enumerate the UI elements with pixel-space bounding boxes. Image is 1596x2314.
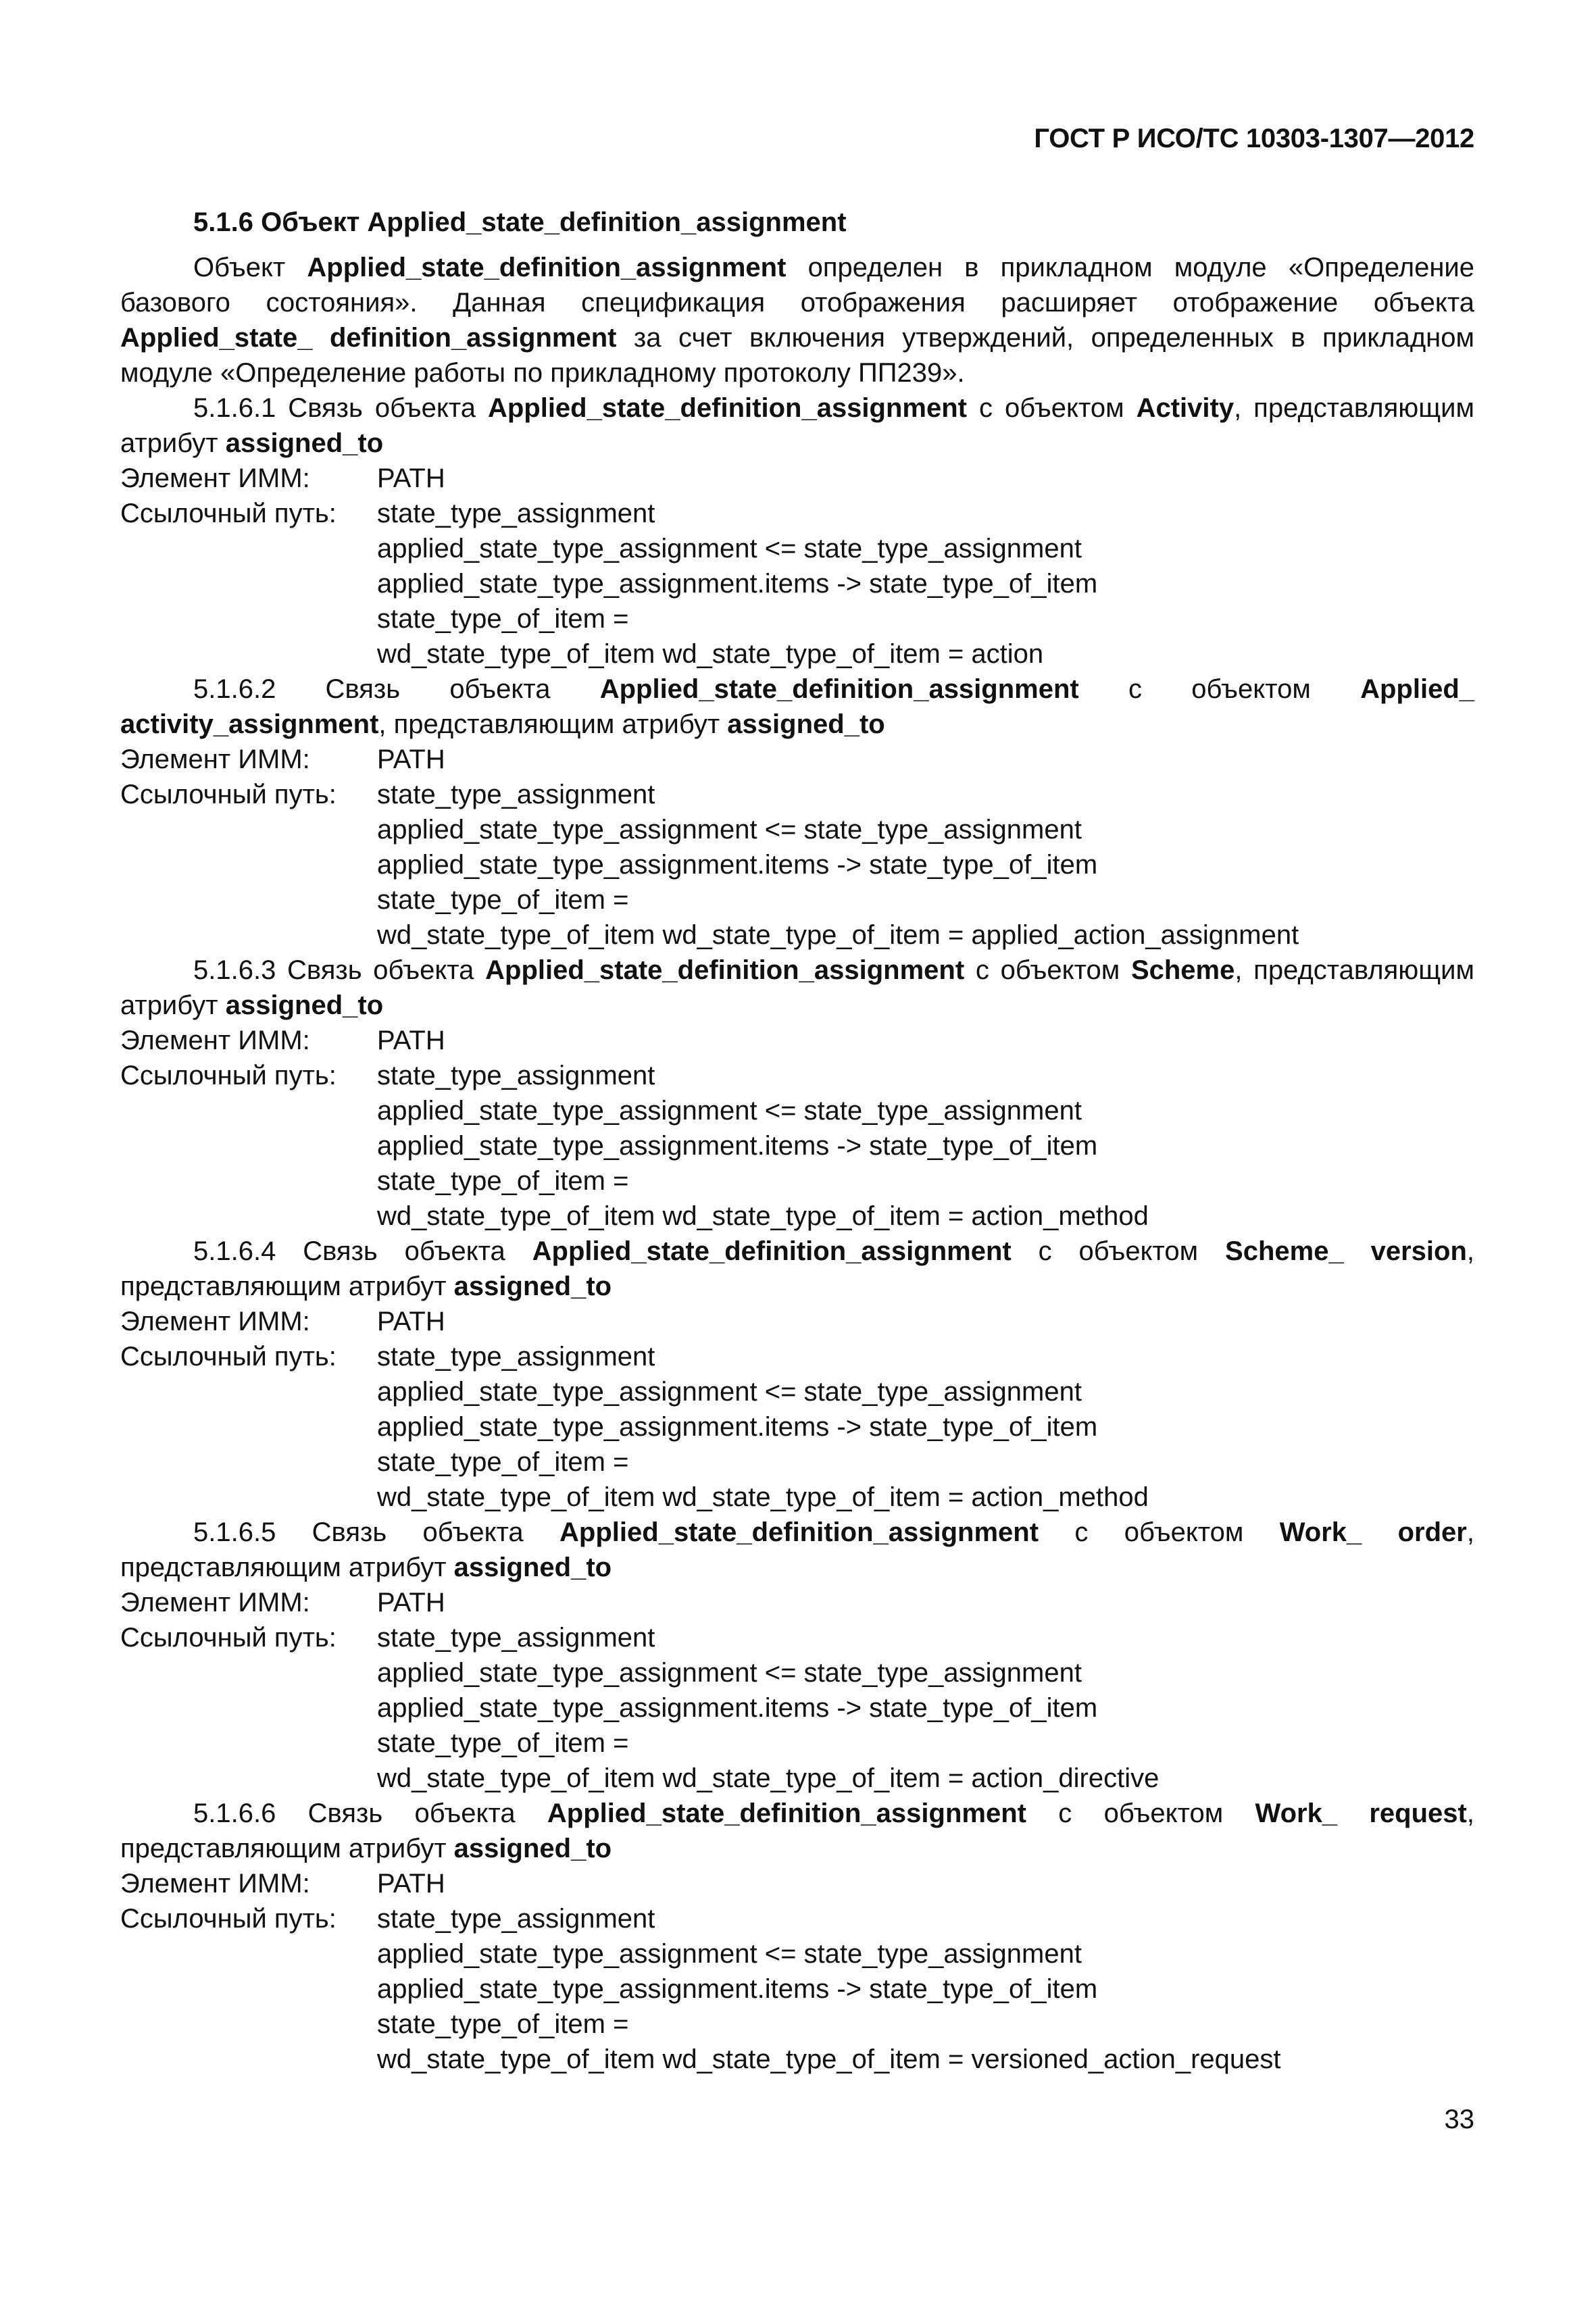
bold-term: assigned_to [225, 428, 384, 458]
text-run: с объектом [964, 955, 1131, 985]
reference-path-line: wd_state_type_of_item wd_state_type_of_item = action_directive [377, 1763, 1159, 1793]
bold-term: Applied_ activity_assignment [120, 674, 1474, 739]
reference-path-lines [377, 1620, 1159, 1796]
text-run: 5.1.6.4 Связь объекта [193, 1236, 532, 1266]
reference-path-line: applied_state_type_assignment.items -> state_type_of_item [377, 1131, 1098, 1161]
reference-path-lines [377, 496, 1097, 672]
section-intro [120, 250, 1474, 391]
reference-path-line: state_type_assignment [377, 780, 655, 809]
text-run: за счет включения утверждений, определенных в прикладном модуле «Определение работы по прикладному протоколу ПП239». [120, 323, 1474, 388]
element-value: PATH [377, 1588, 445, 1617]
reference-path-line: applied_state_type_assignment <= state_type_assignment [377, 1096, 1082, 1126]
reference-path-row [120, 1901, 1474, 2077]
text-run: с объектом [1078, 674, 1361, 704]
reference-path-label: Ссылочный путь: [120, 1904, 336, 1934]
bold-term: assigned_to [453, 1553, 612, 1582]
subsection-heading [120, 672, 1474, 742]
document-header: ГОСТ Р ИСО/ТС 10303-1307—2012 [1034, 124, 1474, 153]
subsection-heading [120, 953, 1474, 1023]
bold-term: Applied_state_definition_assignment [559, 1517, 1039, 1547]
text-run: Объект [193, 253, 307, 282]
element-row [120, 1866, 1474, 1901]
element-value: PATH [377, 463, 445, 493]
text-run: , представляющим атрибут [120, 1799, 1474, 1863]
bold-term: Applied_state_ definition_assignment [120, 323, 617, 353]
reference-path-line: applied_state_type_assignment <= state_type_assignment [377, 534, 1082, 563]
subsection [120, 953, 1474, 1234]
reference-path-line: wd_state_type_of_item wd_state_type_of_item = action_method [377, 1201, 1149, 1231]
reference-path-line: state_type_assignment [377, 499, 655, 528]
reference-path-line: state_type_assignment [377, 1623, 655, 1653]
text-run: 5.1.6.6 Связь объекта [193, 1799, 547, 1828]
reference-path-lines [377, 1339, 1149, 1515]
text-run: с объектом [1039, 1517, 1280, 1547]
reference-path-row [120, 496, 1474, 672]
element-value: PATH [377, 1869, 445, 1898]
element-label: Элемент ИММ: [120, 1588, 310, 1617]
element-value: PATH [377, 1307, 445, 1336]
element-row [120, 742, 1474, 777]
subsection [120, 1796, 1474, 2077]
reference-path-row [120, 1058, 1474, 1234]
reference-path-row [120, 1339, 1474, 1515]
subsection-heading [120, 1515, 1474, 1585]
reference-path-line: state_type_of_item = [377, 1447, 629, 1477]
page-content [120, 200, 1474, 2077]
bold-term: Applied_state_definition_assignment [307, 253, 787, 282]
text-run: с объектом [1026, 1799, 1255, 1828]
element-label: Элемент ИММ: [120, 1026, 310, 1055]
text-run: с объектом [966, 393, 1137, 423]
reference-path-line: applied_state_type_assignment <= state_type_assignment [377, 1377, 1082, 1407]
bold-term: assigned_to [727, 709, 885, 739]
reference-path-line: applied_state_type_assignment.items -> state_type_of_item [377, 850, 1098, 880]
reference-path-line: wd_state_type_of_item wd_state_type_of_item = action [377, 639, 1044, 669]
reference-path-line: state_type_of_item = [377, 1728, 629, 1758]
element-row [120, 1023, 1474, 1058]
reference-path-line: wd_state_type_of_item wd_state_type_of_item = action_method [377, 1482, 1149, 1512]
reference-path-line: applied_state_type_assignment.items -> state_type_of_item [377, 1974, 1098, 2004]
reference-path-line: state_type_of_item = [377, 604, 629, 634]
subsection-list [120, 391, 1474, 2077]
element-label: Элемент ИММ: [120, 745, 310, 774]
text-run: , представляющим атрибут [378, 709, 728, 739]
section-title: 5.1.6 Объект Applied_state_definition_assignment [193, 207, 847, 237]
element-label: Элемент ИММ: [120, 463, 310, 493]
reference-path-line: wd_state_type_of_item wd_state_type_of_item = versioned_action_request [377, 2044, 1281, 2074]
reference-path-line: state_type_of_item = [377, 2009, 629, 2039]
reference-path-lines [377, 1901, 1281, 2077]
text-run: , представляющим атрибут [120, 1236, 1474, 1301]
reference-path-line: applied_state_type_assignment <= state_type_assignment [377, 1939, 1082, 1969]
reference-path-row [120, 1620, 1474, 1796]
reference-path-label: Ссылочный путь: [120, 1623, 336, 1653]
text-run: 5.1.6.2 Связь объекта [193, 674, 600, 704]
element-value: PATH [377, 745, 445, 774]
element-row [120, 1585, 1474, 1620]
reference-path-line: applied_state_type_assignment.items -> state_type_of_item [377, 569, 1098, 599]
text-run: , представляющим атрибут [120, 955, 1474, 1020]
subsection [120, 1515, 1474, 1796]
element-label: Элемент ИММ: [120, 1307, 310, 1336]
bold-term: Scheme [1130, 955, 1235, 985]
reference-path-line: state_type_assignment [377, 1904, 655, 1934]
subsection-heading [120, 1234, 1474, 1304]
page-number: 33 [1444, 2105, 1474, 2134]
text-run: 5.1.6.3 Связь объекта [193, 955, 486, 985]
reference-path-label: Ссылочный путь: [120, 780, 336, 809]
reference-path-lines [377, 777, 1299, 953]
reference-path-line: state_type_of_item = [377, 1166, 629, 1196]
reference-path-line: state_type_of_item = [377, 885, 629, 915]
bold-term: assigned_to [453, 1834, 612, 1863]
subsection [120, 1234, 1474, 1515]
text-run: определен в прикладном модуле «Определение базового состояния». Данная спецификация отображения расширяет отображение объекта [120, 253, 1474, 318]
reference-path-label: Ссылочный путь: [120, 499, 336, 528]
element-label: Элемент ИММ: [120, 1869, 310, 1898]
text-run: 5.1.6.5 Связь объекта [193, 1517, 560, 1547]
reference-path-label: Ссылочный путь: [120, 1061, 336, 1090]
bold-term: Scheme_ version [1225, 1236, 1467, 1266]
reference-path-lines [377, 1058, 1149, 1234]
bold-term: Work_ order [1279, 1517, 1467, 1547]
bold-term: Applied_state_definition_assignment [547, 1799, 1026, 1828]
reference-path-line: applied_state_type_assignment.items -> state_type_of_item [377, 1693, 1098, 1723]
bold-term: Applied_state_definition_assignment [487, 393, 967, 423]
text-run: , представляющим атрибут [120, 393, 1474, 458]
text-run: 5.1.6.1 Связь объекта [193, 393, 488, 423]
subsection [120, 391, 1474, 672]
element-row [120, 1304, 1474, 1339]
reference-path-label: Ссылочный путь: [120, 1342, 336, 1372]
reference-path-line: applied_state_type_assignment <= state_type_assignment [377, 1658, 1082, 1688]
bold-term: Applied_state_definition_assignment [599, 674, 1079, 704]
bold-term: assigned_to [453, 1272, 612, 1301]
reference-path-row [120, 777, 1474, 953]
text-run: с объектом [1011, 1236, 1226, 1266]
bold-term: assigned_to [225, 990, 384, 1020]
element-value: PATH [377, 1026, 445, 1055]
bold-term: Work_ request [1255, 1799, 1467, 1828]
reference-path-line: applied_state_type_assignment.items -> state_type_of_item [377, 1412, 1098, 1442]
text-run: , представляющим атрибут [120, 1517, 1474, 1582]
bold-term: Applied_state_definition_assignment [485, 955, 965, 985]
element-row [120, 461, 1474, 496]
reference-path-line: state_type_assignment [377, 1342, 655, 1372]
reference-path-line: state_type_assignment [377, 1061, 655, 1090]
bold-term: Applied_state_definition_assignment [532, 1236, 1012, 1266]
bold-term: Activity [1136, 393, 1235, 423]
subsection-heading [120, 391, 1474, 461]
subsection [120, 672, 1474, 953]
reference-path-line: applied_state_type_assignment <= state_type_assignment [377, 815, 1082, 845]
subsection-heading [120, 1796, 1474, 1866]
reference-path-line: wd_state_type_of_item wd_state_type_of_item = applied_action_assignment [377, 920, 1299, 950]
